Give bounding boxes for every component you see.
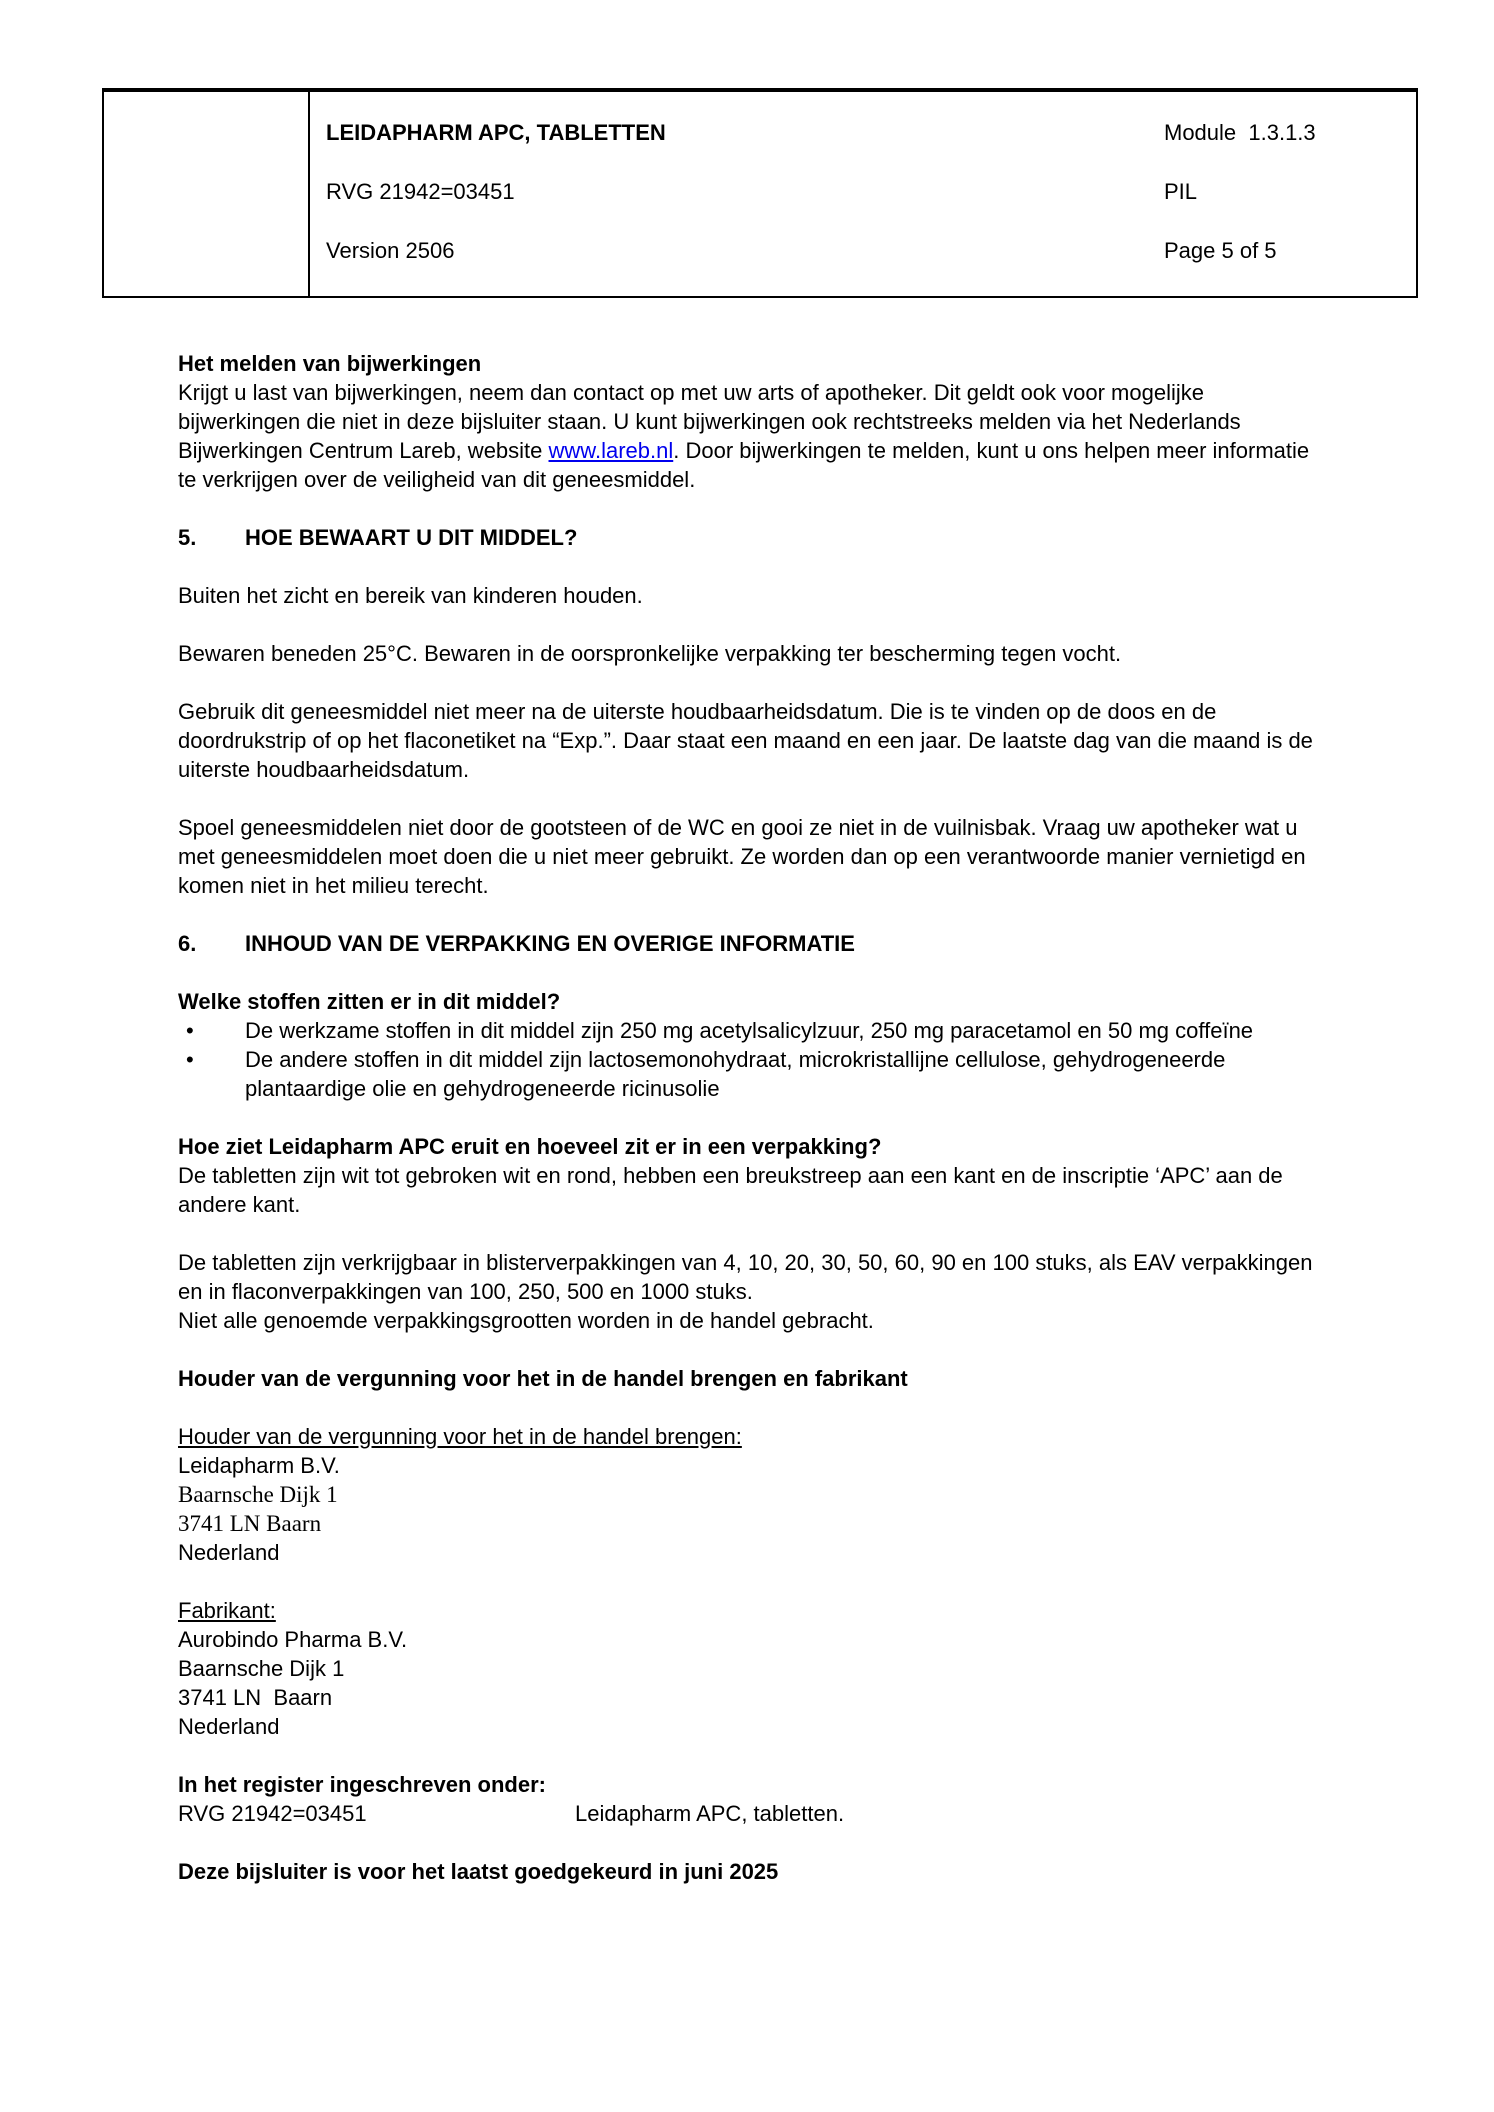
not-all-marketed-line: Niet alle genoemde verpakkingsgrootten worden in de handel gebracht.	[178, 1308, 874, 1333]
blank-line	[178, 1567, 1314, 1596]
reporting-text-before-link: Krijgt u last van bijwerkingen, neem dan contact op met uw arts of apotheker. Dit geldt ook voor mogelijke bijwerkingen die niet in deze bijsluiter staan. U kunt bijwerkingen ook rechtstreeks melden via het Nederlands Bijwerkingen Centrum Lareb, website	[178, 380, 1247, 463]
header-row-rvg	[326, 177, 1396, 206]
register-heading: In het register ingeschreven onder:	[178, 1772, 546, 1797]
substance-bullet-active	[178, 1016, 1314, 1045]
reporting-heading: Het melden van bijwerkingen	[178, 351, 482, 376]
manufacturer-street: Baarnsche Dijk 1	[178, 1656, 345, 1681]
manufacturer-city: 3741 LN Baarn	[178, 1685, 333, 1710]
substance-bullet-active-text: De werkzame stoffen in dit middel zijn 250 mg acetylsalicylzuur, 250 mg paracetamol en 50 mg coffeïne	[245, 1018, 1254, 1043]
document-body	[178, 349, 1320, 1915]
appearance-paragraph: De tabletten zijn wit tot gebroken wit en rond, hebben een breukstreep aan een kant en de inscriptie ‘APC’ aan de andere kant.	[178, 1163, 1289, 1217]
blank-line	[178, 1741, 1314, 1770]
version-label: Version 2506	[326, 238, 455, 263]
header-row-title	[326, 118, 1396, 147]
holder-street: Baarnsche Dijk 1	[178, 1482, 338, 1507]
substances-heading: Welke stoffen zitten er in dit middel?	[178, 989, 561, 1014]
register-number: RVG 21942=03451	[178, 1801, 367, 1826]
section-6-number: 6.	[178, 931, 197, 956]
module-label: Module 1.3.1.3	[1164, 120, 1316, 145]
register-row	[178, 1799, 1314, 1828]
section-5-heading	[178, 523, 1314, 552]
approval-line: Deze bijsluiter is voor het laatst goedgekeurd in juni 2025	[178, 1859, 779, 1884]
manufacturer-label: Fabrikant:	[178, 1598, 276, 1623]
header-table-content-cell	[310, 92, 1416, 296]
storage-paragraph-expiry: Gebruik dit geneesmiddel niet meer na de uiterste houdbaarheidsdatum. Die is te vinden op de doos en de doordrukstrip of op het flaconetiket na “Exp.”. Daar staat een maand en een jaar. De laatste dag van die maand is de uiterste houdbaarheidsdatum.	[178, 699, 1320, 782]
reporting-paragraph	[178, 378, 1314, 494]
bullet-icon: •	[186, 1018, 194, 1043]
section-5-number: 5.	[178, 525, 197, 550]
bullet-icon: •	[186, 1047, 194, 1072]
header-table-empty-cell	[104, 92, 310, 296]
holder-country: Nederland	[178, 1540, 280, 1565]
reporting-text-after-link: . Door bijwerkingen te melden, kunt u ons helpen meer informatie te verkrijgen over de veiligheid van dit geneesmiddel.	[178, 438, 1316, 492]
section-5-title: HOE BEWAART U DIT MIDDEL?	[245, 525, 578, 550]
holder-city: 3741 LN Baarn	[178, 1511, 322, 1536]
register-product-name: Leidapharm APC, tabletten.	[575, 1801, 845, 1826]
section-6-title: INHOUD VAN DE VERPAKKING EN OVERIGE INFORMATIE	[245, 931, 855, 956]
blank-line	[178, 1103, 1314, 1132]
storage-paragraph-disposal: Spoel geneesmiddelen niet door de gootsteen of de WC en gooi ze niet in de vuilnisbak. Vraag uw apotheker wat u met geneesmiddelen moet doen die u niet meer gebruikt. Ze worden dan op een verantwoorde manier vernietigd en komen niet in het milieu terecht.	[178, 815, 1312, 898]
storage-paragraph-children: Buiten het zicht en bereik van kinderen houden.	[178, 583, 643, 608]
product-title: LEIDAPHARM APC, TABLETTEN	[326, 120, 666, 145]
header-table	[102, 88, 1418, 298]
page-number: Page 5 of 5	[1164, 238, 1277, 263]
rvg-number: RVG 21942=03451	[326, 179, 515, 204]
substance-bullet-other-text: De andere stoffen in dit middel zijn lactosemonohydraat, microkristallijne cellulose, gehydrogeneerde plantaardige olie en gehydrogeneerde ricinusolie	[245, 1047, 1232, 1101]
holder-label: Houder van de vergunning voor het in de handel brengen:	[178, 1424, 742, 1449]
holder-name: Leidapharm B.V.	[178, 1453, 340, 1478]
manufacturer-name: Aurobindo Pharma B.V.	[178, 1627, 408, 1652]
header-row-version	[326, 236, 1396, 265]
lareb-link[interactable]: www.lareb.nl	[548, 438, 674, 463]
appearance-heading: Hoe ziet Leidapharm APC eruit en hoeveel zit er in een verpakking?	[178, 1134, 882, 1159]
storage-paragraph-temperature: Bewaren beneden 25°C. Bewaren in de oorspronkelijke verpakking ter bescherming tegen vocht.	[178, 641, 1122, 666]
substance-bullet-other	[178, 1045, 1314, 1103]
mah-heading: Houder van de vergunning voor het in de handel brengen en fabrikant	[178, 1366, 908, 1391]
section-6-heading	[178, 929, 1314, 958]
pack-sizes-paragraph: De tabletten zijn verkrijgbaar in blisterverpakkingen van 4, 10, 20, 30, 50, 60, 90 en 100 stuks, als EAV verpakkingen en in flaconverpakkingen van 100, 250, 500 en 1000 stuks.	[178, 1250, 1319, 1304]
manufacturer-country: Nederland	[178, 1714, 280, 1739]
pil-label: PIL	[1164, 179, 1198, 204]
